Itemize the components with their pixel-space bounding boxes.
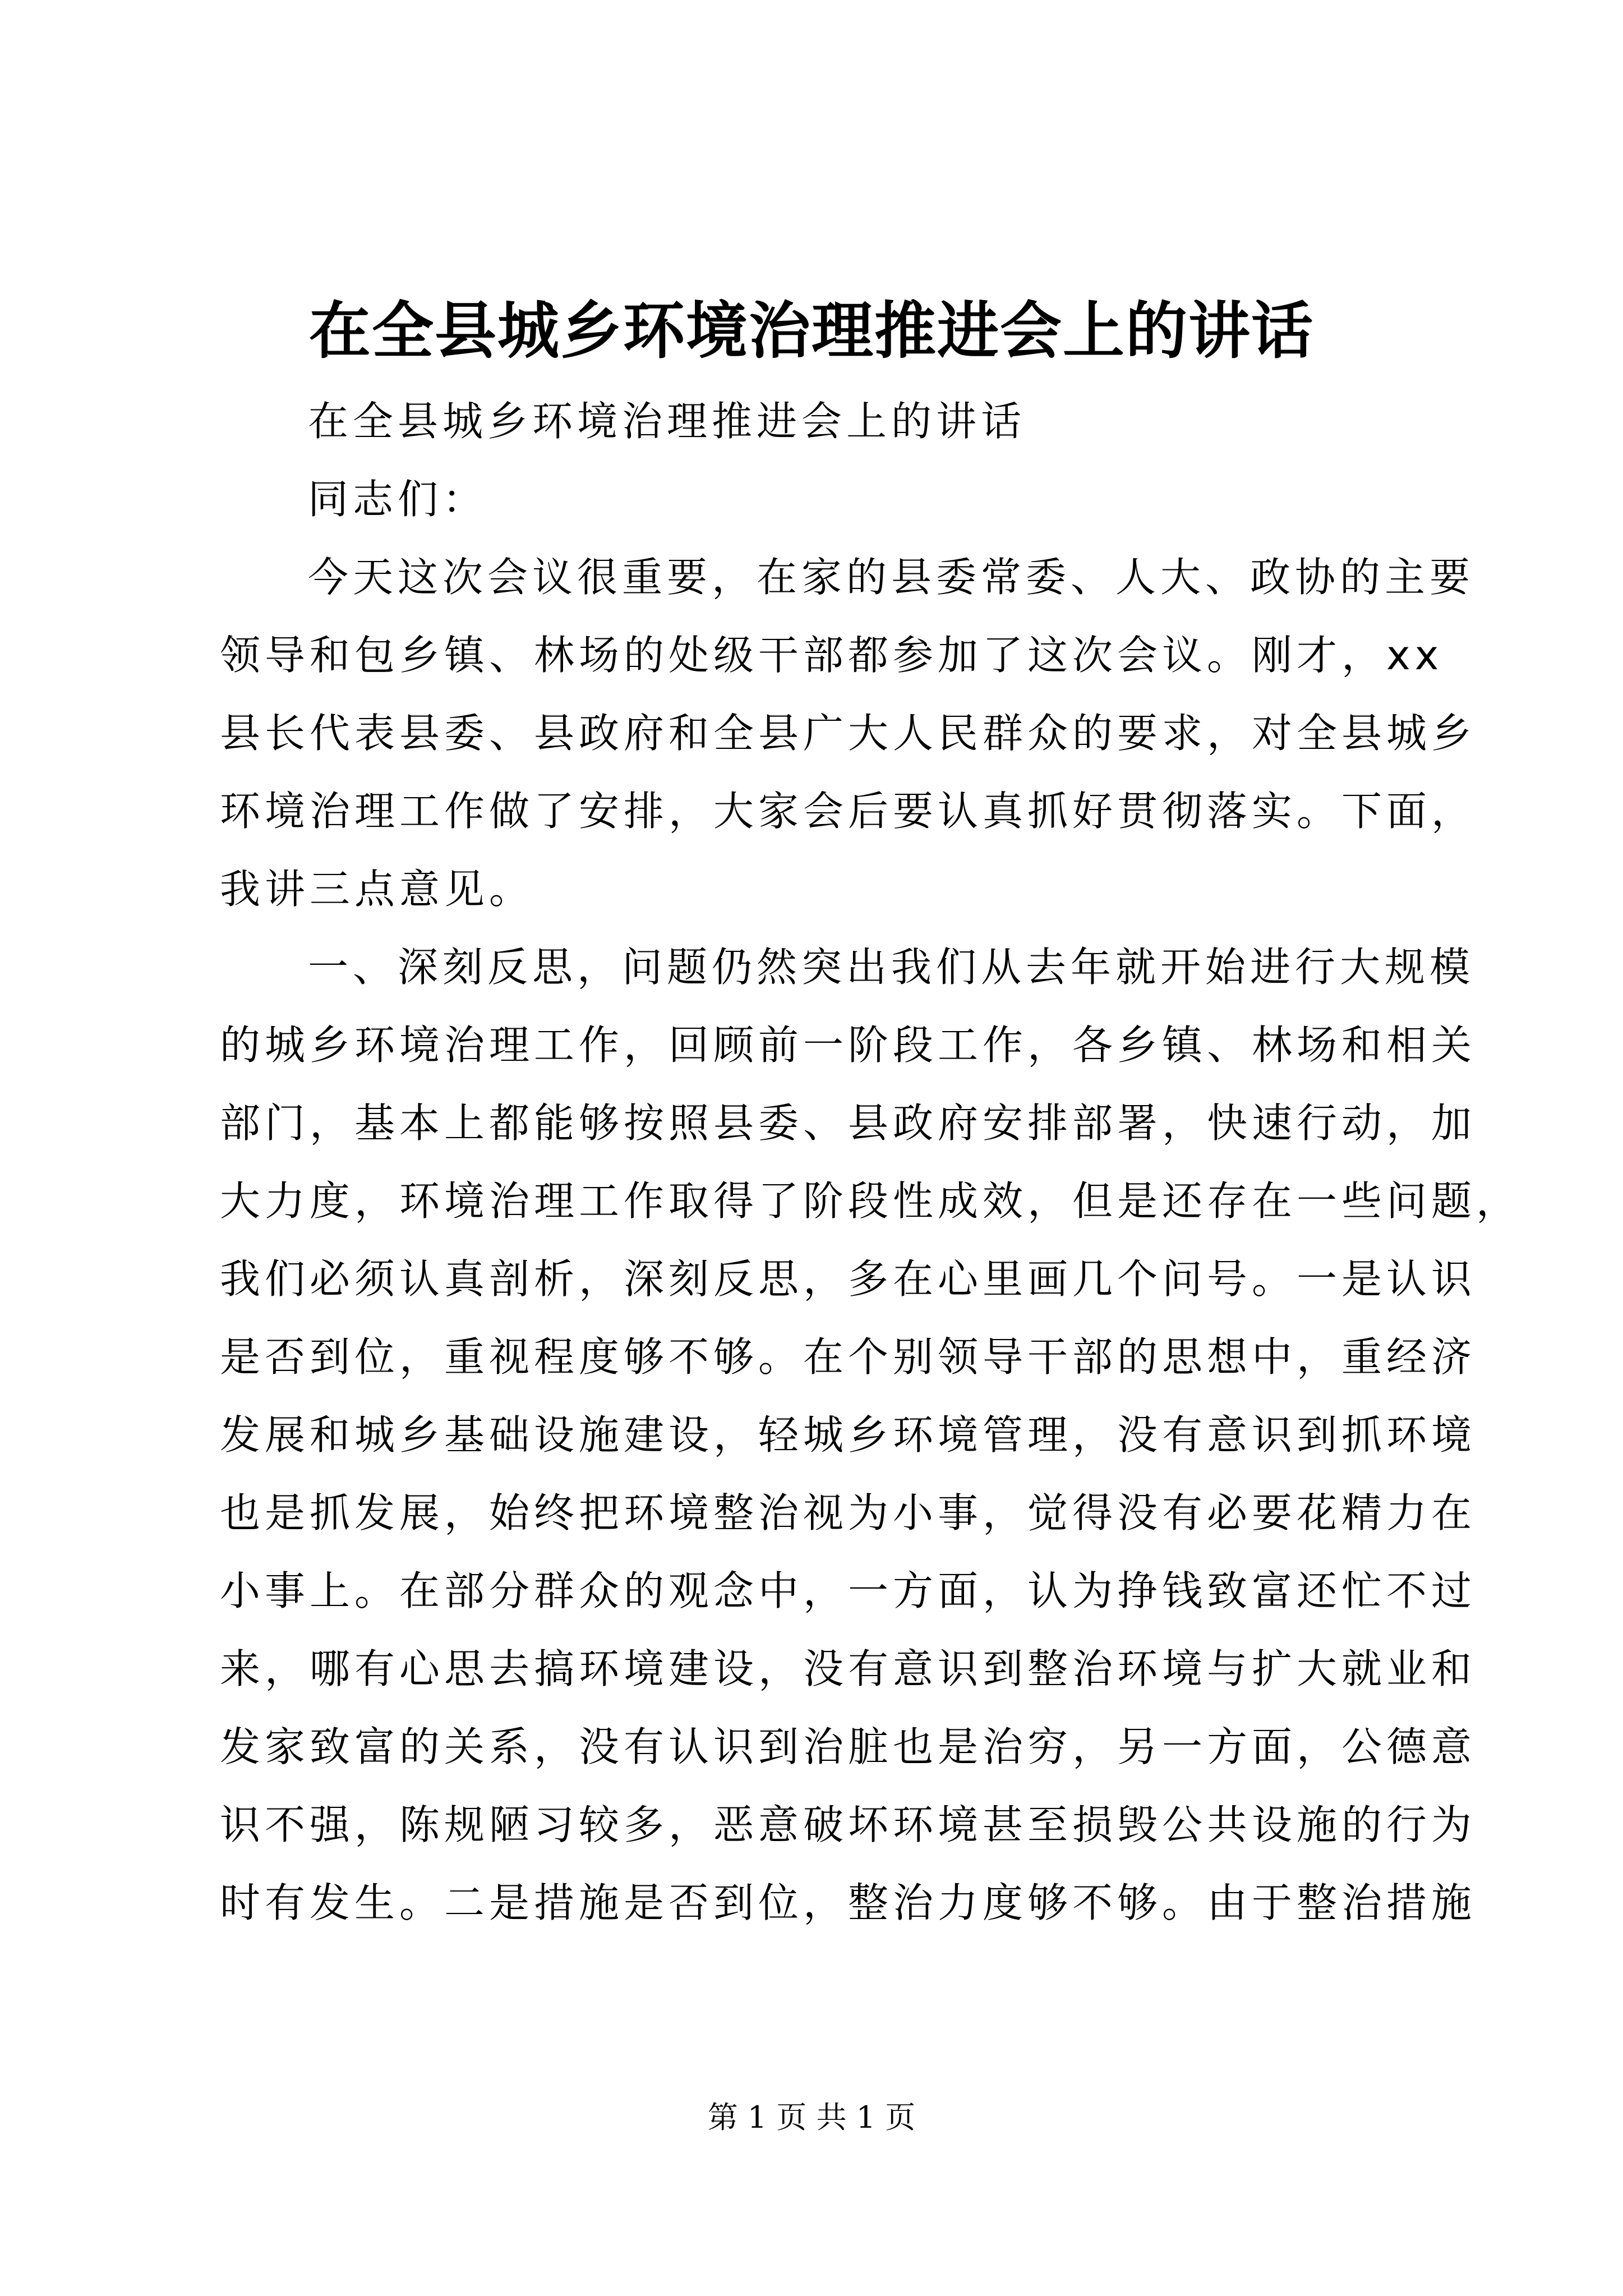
document-body: [220, 383, 1521, 1942]
paragraph-line: 县长代表县委、县政府和全县广大人民群众的要求，对全县城乡: [220, 710, 1477, 757]
paragraph-1: [220, 539, 1477, 928]
paragraph-line: 今天这次会议很重要，在家的县委常委、人大、政协的主要: [308, 554, 1475, 601]
paragraph-line: 也是抓发展，始终把环境整治视为小事，觉得没有必要花精力在: [220, 1489, 1477, 1536]
paragraph-line: 小事上。在部分群众的观念中，一方面，认为挣钱致富还忙不过: [220, 1567, 1477, 1614]
page-number-footer: 第 1 页 共 1 页: [707, 2100, 916, 2135]
document-title: 在全县城乡环境治理推进会上的讲话: [309, 295, 1314, 367]
paragraph-line: 大力度，环境治理工作取得了阶段性成效，但是还存在一些问题，: [220, 1177, 1521, 1225]
paragraph-line: 一、深刻反思，问题仍然突出我们从去年就开始进行大规模: [308, 944, 1475, 991]
paragraph-line: 领导和包乡镇、林场的处级干部都参加了这次会议。刚才，xx: [220, 632, 1444, 679]
paragraph-line: 我讲三点意见。: [220, 866, 534, 913]
paragraph-line: 环境治理工作做了安排，大家会后要认真抓好贯彻落实。下面，: [220, 788, 1477, 835]
paragraph-line: 的城乡环境治理工作，回顾前一阶段工作，各乡镇、林场和相关: [220, 1022, 1477, 1069]
paragraph-line: 是否到位，重视程度够不够。在个别领导干部的思想中，重经济: [220, 1333, 1477, 1381]
salutation-line: 同志们：: [308, 476, 488, 523]
paragraph-line: 我们必须认真剖析，深刻反思，多在心里画几个问号。一是认识: [220, 1255, 1477, 1303]
paragraph-line: 发展和城乡基础设施建设，轻城乡环境管理，没有意识到抓环境: [220, 1411, 1477, 1458]
paragraph-line: 识不强，陈规陋习较多，恶意破坏环境甚至损毁公共设施的行为: [220, 1801, 1477, 1848]
paragraph-2: [220, 928, 1521, 1942]
paragraph-line: 部门，基本上都能够按照县委、县政府安排部署，快速行动，加: [220, 1099, 1477, 1147]
paragraph-line: 来，哪有心思去搞环境建设，没有意识到整治环境与扩大就业和: [220, 1645, 1477, 1692]
subtitle-line: 在全县城乡环境治理推进会上的讲话: [308, 398, 1026, 445]
paragraph-line: 发家致富的关系，没有认识到治脏也是治穷，另一方面，公德意: [220, 1723, 1477, 1770]
paragraph-line: 时有发生。二是措施是否到位，整治力度够不够。由于整治措施: [220, 1879, 1477, 1926]
